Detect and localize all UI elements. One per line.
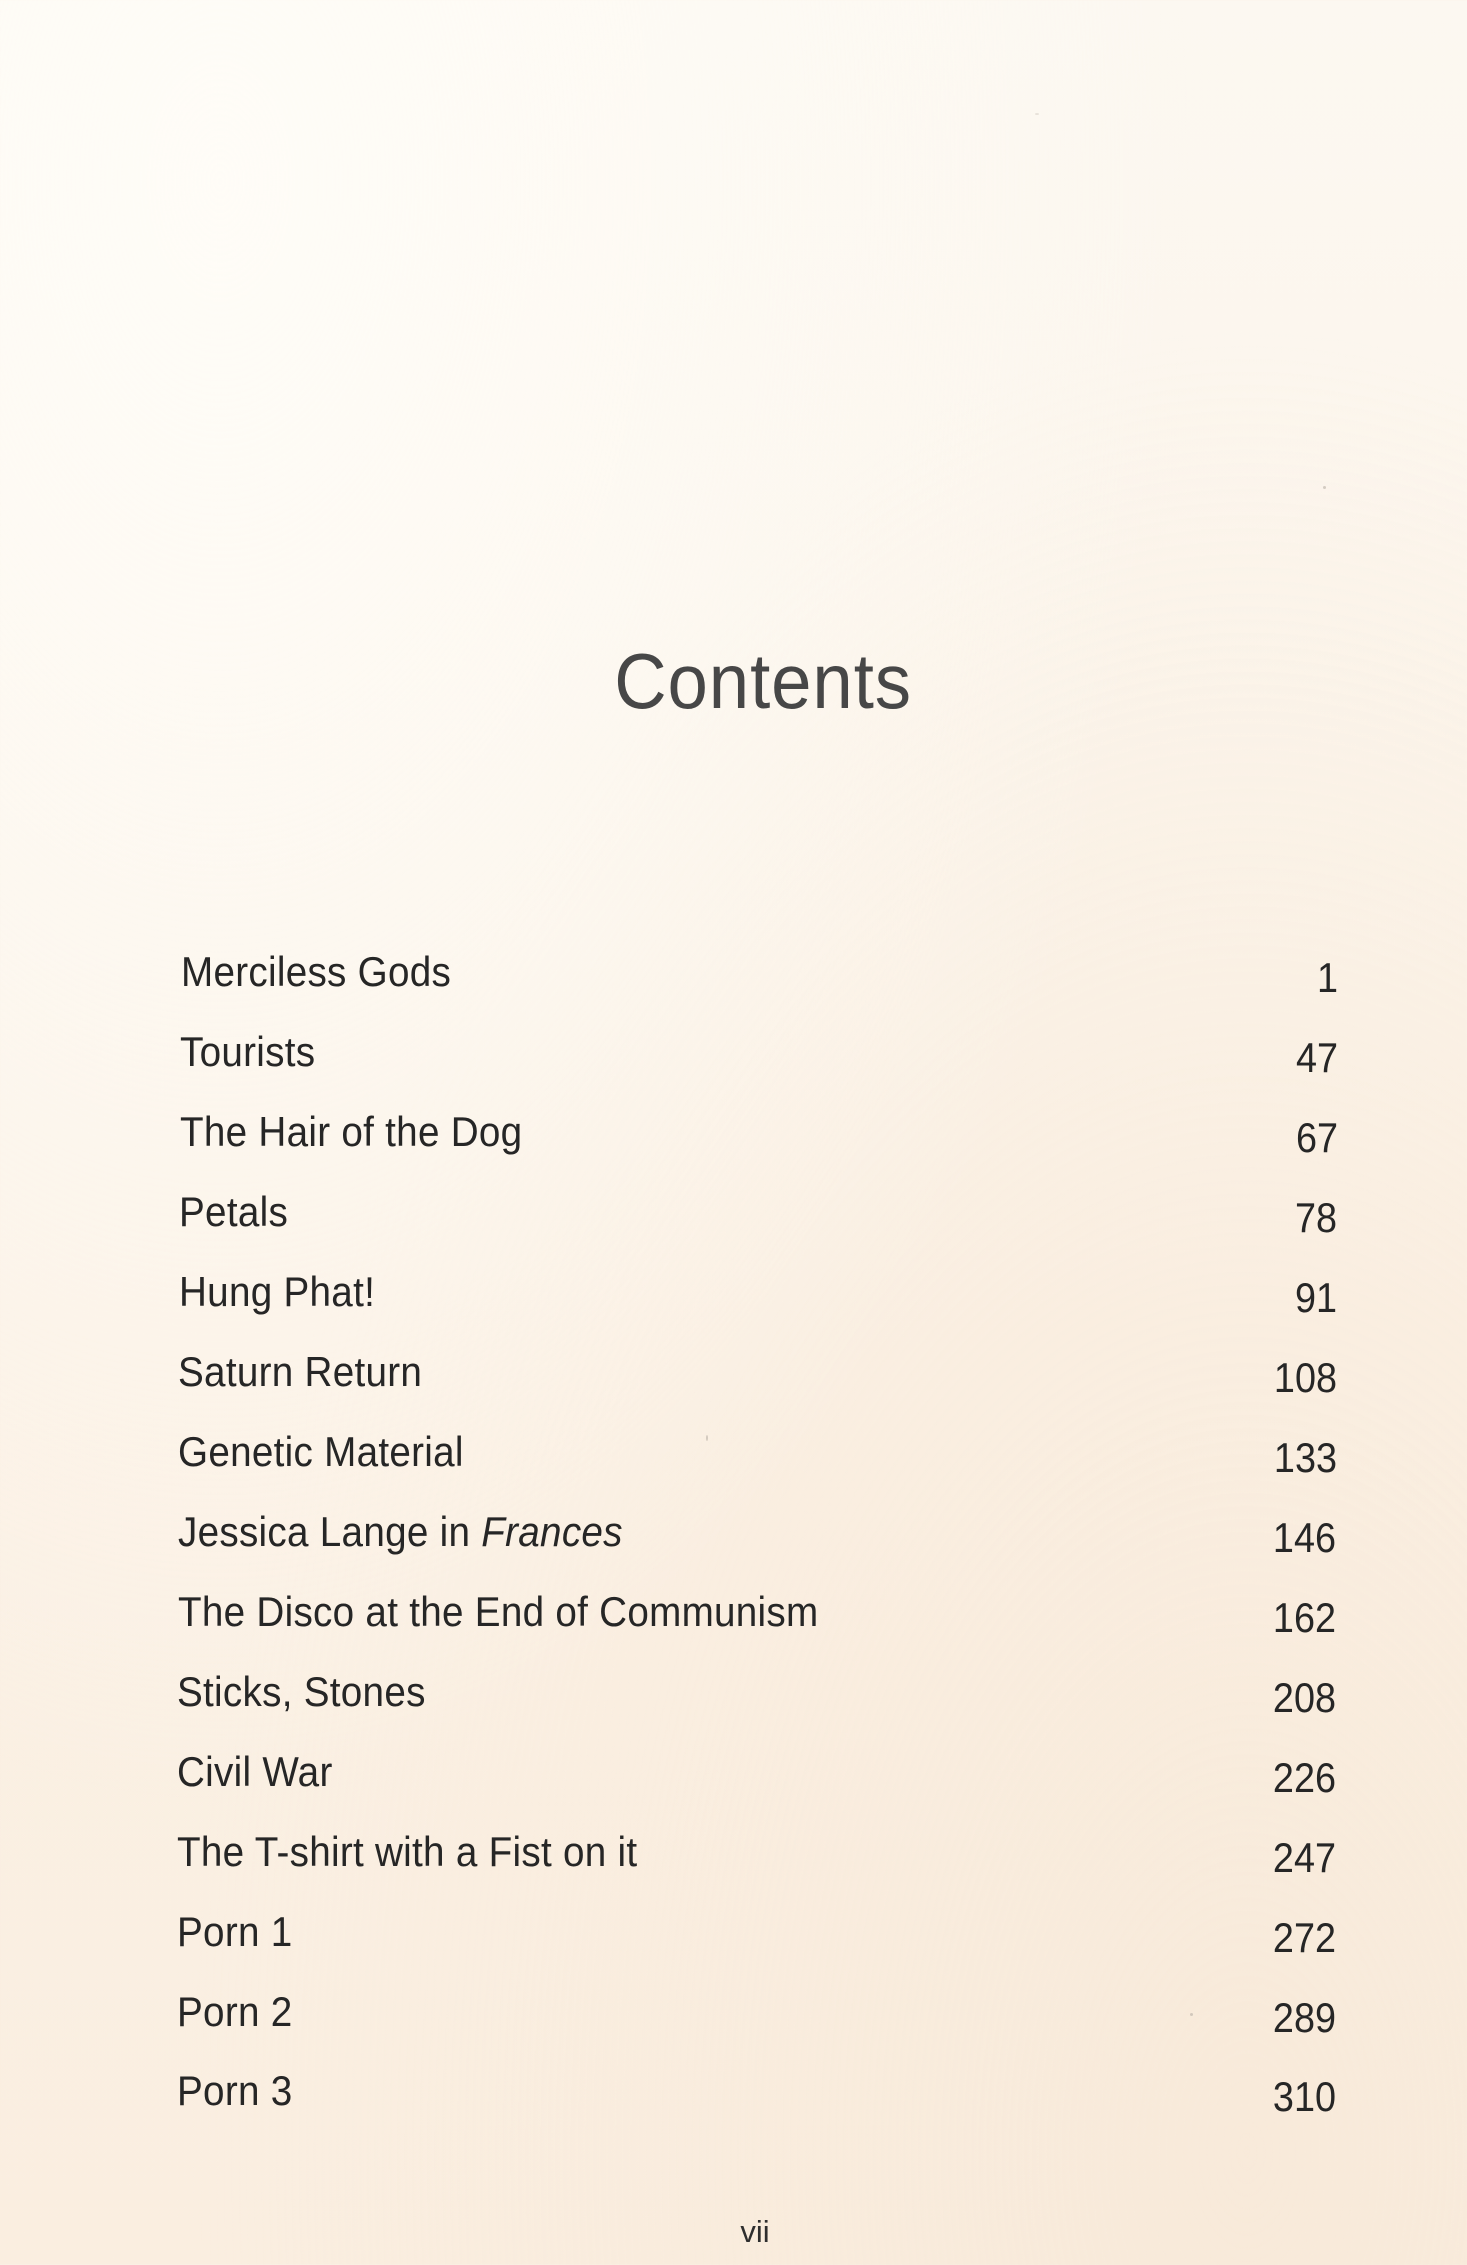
- page-title: [0, 636, 1467, 726]
- toc-entry-title: Tourists: [180, 1028, 316, 1075]
- toc-entry-page-number: 91: [1294, 1274, 1337, 1321]
- page-title-text: Contents: [614, 637, 913, 725]
- toc-entry-title: Genetic Material: [178, 1428, 464, 1475]
- toc-entry-page-number: 247: [1272, 1834, 1336, 1881]
- toc-entry-title: Porn 1: [177, 1908, 293, 1955]
- toc-entry[interactable]: [0, 1267, 1467, 1327]
- toc-entry[interactable]: [0, 1907, 1467, 1967]
- toc-entry-page-number: 162: [1272, 1594, 1336, 1641]
- toc-entry[interactable]: [0, 1347, 1467, 1407]
- toc-entry[interactable]: [0, 1987, 1467, 2047]
- toc-entry-page-number: 272: [1272, 1914, 1336, 1961]
- toc-entry-title-italic: Frances: [481, 1508, 623, 1555]
- toc-entry-page-number: 47: [1295, 1034, 1338, 1081]
- toc-entry[interactable]: [0, 1747, 1467, 1807]
- toc-entry-page-number: 208: [1272, 1674, 1336, 1721]
- paper-speck: [1323, 486, 1326, 489]
- toc-entry[interactable]: [0, 1667, 1467, 1727]
- toc-entry-title: Porn 2: [177, 1988, 293, 2035]
- toc-entry-title: Civil War: [177, 1748, 333, 1795]
- toc-entry-title: The Disco at the End of Communism: [178, 1588, 819, 1635]
- toc-entry-title: Saturn Return: [178, 1348, 423, 1395]
- toc-entry[interactable]: [0, 1427, 1467, 1487]
- toc-entry-title: The Hair of the Dog: [180, 1108, 523, 1155]
- paper-speck: [706, 1435, 708, 1441]
- toc-entry[interactable]: [0, 1827, 1467, 1887]
- toc-entry-page-number: 289: [1272, 1994, 1336, 2041]
- toc-entry[interactable]: [0, 1107, 1467, 1167]
- toc-entry-page-number: 1: [1316, 954, 1338, 1001]
- toc-entry-title: Sticks, Stones: [177, 1668, 426, 1715]
- toc-entry-title: The T-shirt with a Fist on it: [177, 1828, 638, 1875]
- toc-entry-page-number: 78: [1294, 1194, 1337, 1241]
- toc-entry-title: Jessica Lange in Frances: [178, 1508, 623, 1555]
- toc-entry-title: Petals: [179, 1188, 289, 1235]
- toc-entry-page-number: 310: [1272, 2073, 1336, 2120]
- toc-entry-title: Porn 3: [177, 2067, 293, 2114]
- toc-entry-title: Hung Phat!: [179, 1268, 376, 1315]
- toc-entry[interactable]: [0, 1027, 1467, 1087]
- toc-entry-page-number: 67: [1295, 1114, 1338, 1161]
- toc-entry-page-number: 146: [1272, 1514, 1336, 1561]
- toc-entry[interactable]: [0, 1187, 1467, 1247]
- paper-speck: [1035, 113, 1039, 115]
- toc-entry[interactable]: [0, 947, 1467, 1007]
- toc-entry[interactable]: [0, 1507, 1467, 1567]
- toc-entry-page-number: 133: [1273, 1434, 1337, 1481]
- toc-entry[interactable]: [0, 1587, 1467, 1647]
- paper-speck: [1190, 2013, 1193, 2016]
- toc-entry[interactable]: [0, 2066, 1467, 2126]
- page-folio: vii: [740, 2214, 770, 2249]
- toc-entry-page-number: 226: [1272, 1754, 1336, 1801]
- toc-entry-title: Merciless Gods: [181, 948, 452, 995]
- toc-entry-page-number: 108: [1273, 1354, 1337, 1401]
